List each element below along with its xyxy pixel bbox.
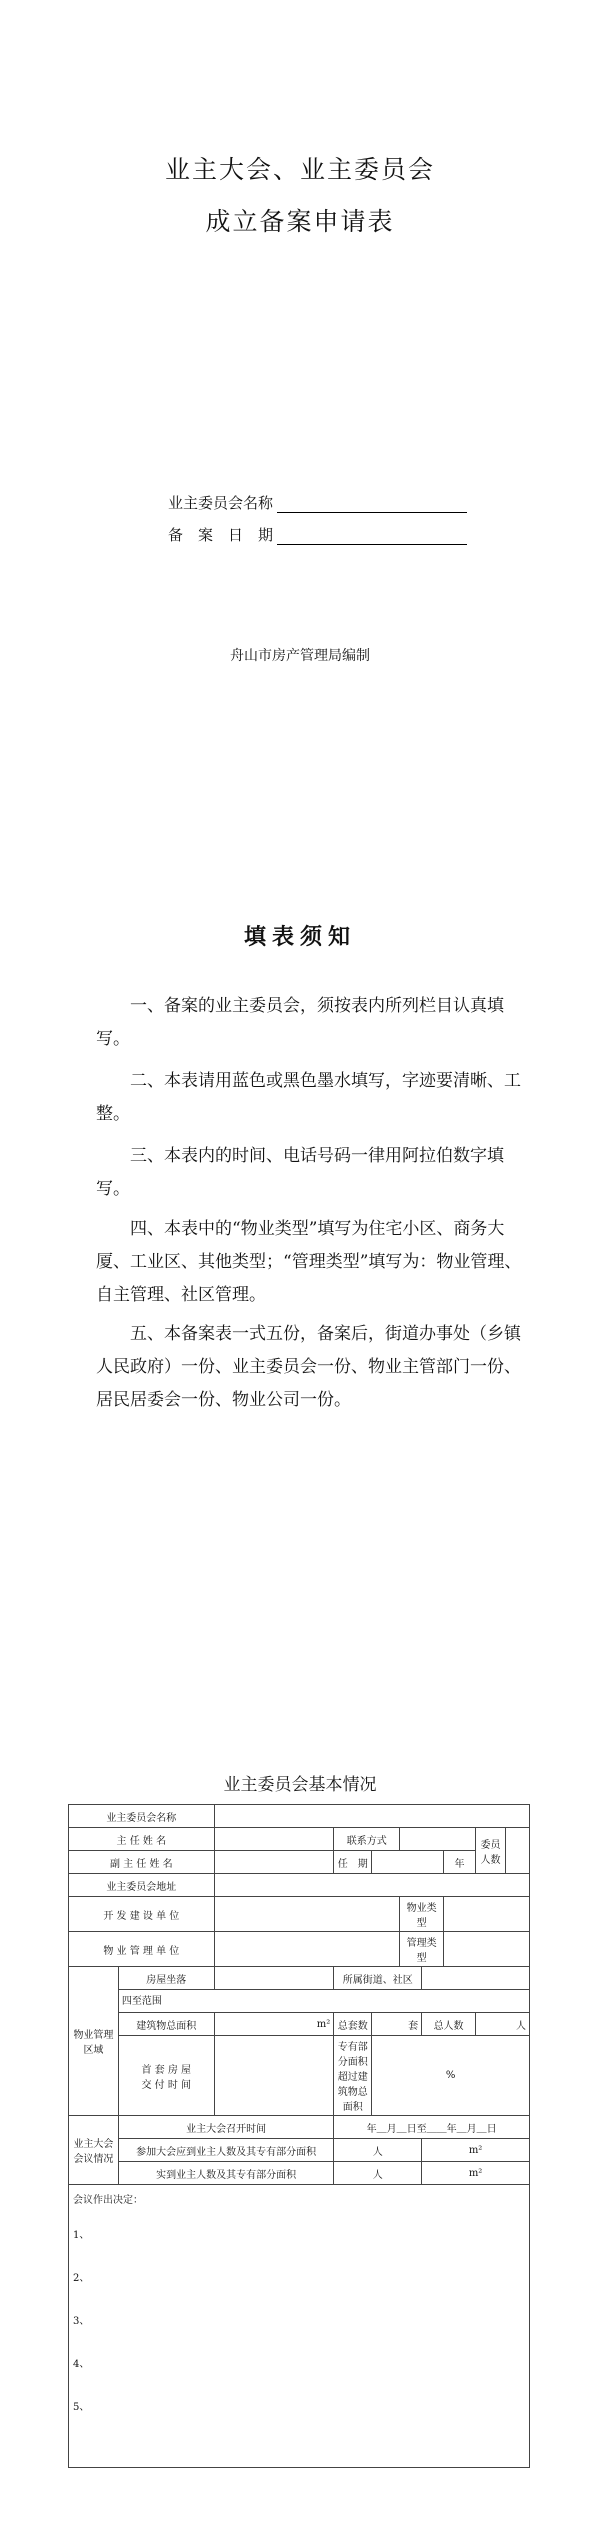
label-manager: 物 业 管 理 单 位	[69, 1932, 215, 1967]
label-total-sets: 总套数	[334, 2013, 372, 2036]
label-street: 所属街道、社区	[334, 1967, 422, 1990]
label-area-group: 物业管理区域	[69, 1967, 119, 2116]
note-item: 二、本表请用蓝色或黑色墨水填写，字迹要清晰、工整。	[96, 1071, 521, 1124]
label-should-attend: 参加大会应到业主人数及其专有部分面积	[118, 2139, 333, 2162]
decision-item: 1、	[73, 2230, 90, 2241]
boundary-cell[interactable]: 四至范围	[118, 1990, 529, 2013]
property-type-cell[interactable]	[444, 1897, 530, 1932]
filing-date-field	[168, 524, 467, 545]
actual-area-unit: m²	[422, 2162, 530, 2185]
note-item: 四、本表中的“物业类型”填写为住宅小区、商务大厦、工业区、其他类型；“管理类型”填写为：物业管理、自主管理、社区管理。	[96, 1219, 522, 1305]
label-actual-attend: 实到业主人数及其专有部分面积	[118, 2162, 333, 2185]
decision-item: 5、	[73, 2402, 90, 2413]
committee-name-cell[interactable]	[214, 1805, 529, 1828]
label-build-area: 建筑物总面积	[118, 2013, 214, 2036]
committee-name-line	[277, 497, 467, 513]
decision-item: 2、	[73, 2273, 90, 2284]
first-delivery-cell[interactable]	[214, 2036, 334, 2116]
label-location: 房屋坐落	[118, 1967, 214, 1990]
cover-title: 业主大会、业主委员会	[164, 155, 435, 184]
label-member-count: 委员人数	[476, 1828, 506, 1874]
form-title: 业主委员会基本情况	[223, 1775, 377, 1795]
director-cell[interactable]	[214, 1828, 334, 1851]
location-cell[interactable]	[214, 1967, 334, 1990]
label-contact: 联系方式	[334, 1828, 400, 1851]
notes-title: 填表须知	[243, 925, 356, 950]
label-manage-type: 管理类型	[400, 1932, 444, 1967]
contact-cell[interactable]	[400, 1828, 476, 1851]
sets-unit: 套	[372, 2013, 422, 2036]
label-developer: 开 发 建 设 单 位	[69, 1897, 215, 1932]
decision-item: 4、	[73, 2359, 90, 2370]
label-committee-address: 业主委员会地址	[69, 1874, 215, 1897]
label-total-people: 总人数	[422, 2013, 476, 2036]
label-director: 主 任 姓 名	[69, 1828, 215, 1851]
note-item: 一、备案的业主委员会，须按表内所列栏目认真填写。	[96, 996, 504, 1049]
manage-type-cell[interactable]	[444, 1932, 530, 1967]
year-unit: 年	[444, 1851, 476, 1874]
publisher: 舟山市房产管理局编制	[230, 648, 370, 664]
label-vice-director: 副 主 任 姓 名	[69, 1851, 215, 1874]
committee-name-field	[168, 492, 467, 513]
note-item: 三、本表内的时间、电话号码一律用阿拉伯数字填写。	[96, 1146, 504, 1199]
developer-cell[interactable]	[214, 1897, 400, 1932]
filing-date-line	[277, 529, 467, 545]
note-item: 五、本备案表一式五份，备案后，街道办事处（乡镇人民政府）一份、业主委员会一份、物业主管部门一份、居民居委会一份、物业公司一份。	[96, 1324, 521, 1410]
meeting-date-cell[interactable]: 年＿月＿日至＿＿年＿月＿日	[334, 2116, 530, 2139]
percent-unit: %	[372, 2036, 530, 2116]
label-property-type: 物业类型	[400, 1897, 444, 1932]
label-meeting-group: 业主大会会议情况	[69, 2116, 119, 2185]
vice-director-cell[interactable]	[214, 1851, 334, 1874]
label-committee-name: 业主委员会名称	[69, 1805, 215, 1828]
street-cell[interactable]	[422, 1967, 530, 1990]
label-first-delivery: 首 套 房 屋 交 付 时 间	[118, 2036, 214, 2116]
committee-name-label: 业主委员会名称	[168, 494, 274, 512]
m2-unit: m²	[214, 2013, 334, 2036]
should-people-unit: 人	[334, 2139, 422, 2162]
info-form	[68, 1804, 530, 2468]
actual-people-unit: 人	[334, 2162, 422, 2185]
member-count-cell[interactable]	[505, 1828, 529, 1874]
decision-item: 3、	[73, 2316, 90, 2327]
cover-subtitle: 成立备案申请表	[205, 207, 395, 236]
decision-label: 会议作出决定：	[73, 2195, 143, 2206]
people-unit: 人	[476, 2013, 530, 2036]
label-term: 任 期	[334, 1851, 372, 1874]
committee-address-cell[interactable]	[214, 1874, 529, 1897]
should-area-unit: m²	[422, 2139, 530, 2162]
label-exclusive-ratio: 专有部分面积超过建筑物总面积	[334, 2036, 372, 2116]
decision-area[interactable]	[69, 2185, 530, 2468]
filing-date-label: 备 案 日 期	[168, 526, 274, 544]
manager-cell[interactable]	[214, 1932, 400, 1967]
term-cell[interactable]	[372, 1851, 444, 1874]
label-meeting-time: 业主大会召开时间	[118, 2116, 333, 2139]
